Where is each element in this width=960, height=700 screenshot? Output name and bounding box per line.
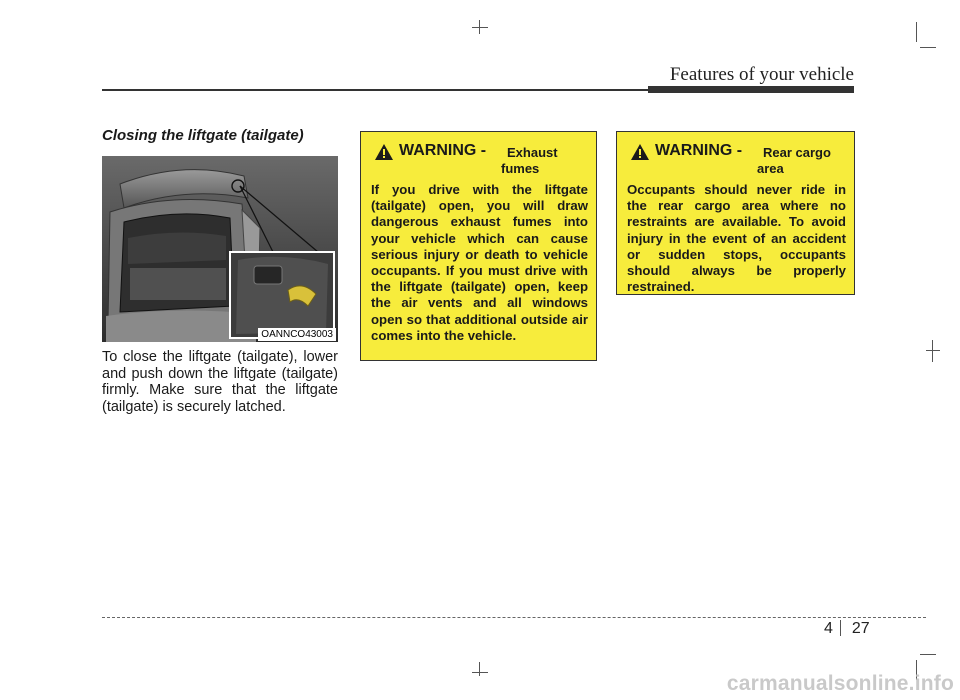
chapter-number: 4 [824,620,833,637]
crop-mark [916,22,917,42]
warning-subject-line2: area [757,161,784,176]
crop-mark [472,672,488,673]
header-rule-accent [648,86,854,93]
warning-triangle-icon [631,144,649,160]
crop-mark [920,47,936,48]
warning-subject: Exhaust [507,145,558,160]
watermark: carmanualsonline.info [726,672,954,695]
section-title: Closing the liftgate (tailgate) [102,127,304,144]
warning-triangle-icon [375,144,393,160]
warning-text: Occupants should never ride in the rear cargo area where no restraints are available. To avoid injury in the event of an accident or sudden stops, occupants should always be properly restrained. [627,182,846,295]
warning-text: If you drive with the liftgate (tailgate) open, you will draw dangerous exhaust fumes into your vehicle which can cause serious injury or death to vehicle occupants. If you must drive with the liftgate (tailgate) open, keep the air vents and all windows open so that additional outside air comes into the vehicle. [371,182,588,343]
warning-label: WARNING - [399,142,487,159]
crop-mark [932,340,933,362]
warning-label: WARNING - [655,142,743,159]
figure-code: OANNCO43003 [258,328,336,341]
footer-rule [102,617,926,618]
page-index: 27 [851,620,870,637]
warning-subject-line2: fumes [501,161,540,176]
warning-subject: Rear cargo [763,145,831,160]
page-number [824,620,870,638]
body-paragraph: To close the liftgate (tailgate), lower and push down the liftgate (tailgate) firmly. Make sure that the liftgate (tailgate) is securely latched. [102,349,338,415]
crop-mark [472,27,488,28]
warning-box-rear-cargo [616,131,855,295]
crop-mark [479,662,480,676]
page-header-title: Features of your vehicle [669,64,854,85]
crop-mark [926,350,940,351]
liftgate-figure [102,156,338,342]
warning-header [371,142,588,178]
crop-mark [920,654,936,655]
warning-box-exhaust [360,131,597,361]
warning-header [627,142,846,178]
liftgate-illustration [102,156,338,342]
page-number-divider [840,620,841,636]
